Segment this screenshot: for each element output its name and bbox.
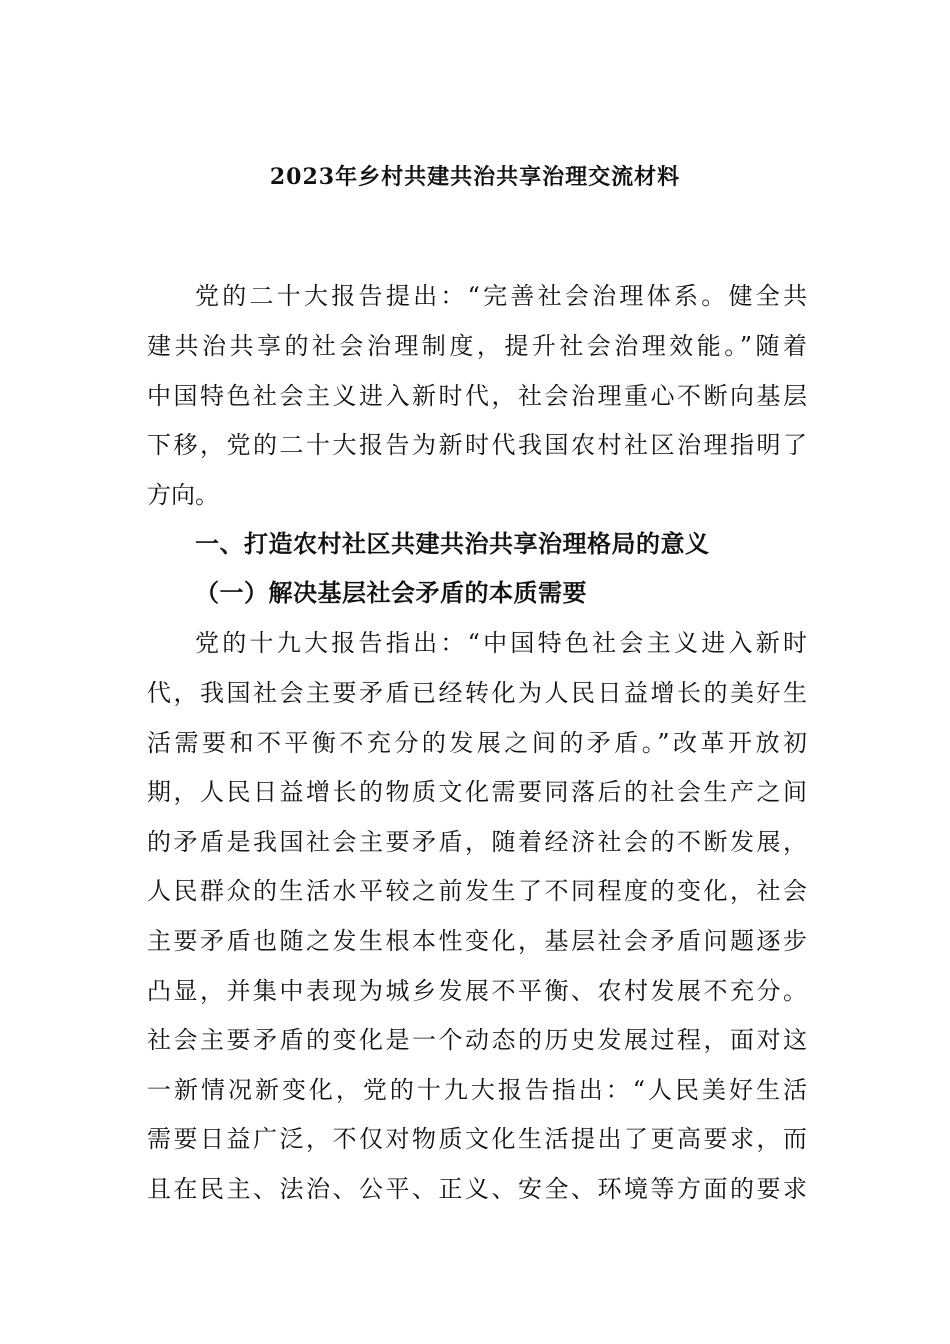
paragraph-line: 且在民主、法治、公平、正义、安全、环境等方面的要求 xyxy=(147,1175,807,1203)
paragraph-line: 党的二十大报告提出：“完善社会治理体系。健全共 xyxy=(195,282,807,310)
paragraph-line: 活需要和不平衡不充分的发展之间的矛盾。”改革开放初 xyxy=(147,729,807,757)
paragraph-line: 凸显，并集中表现为城乡发展不平衡、农村发展不充分。 xyxy=(147,977,807,1005)
paragraph-line: 主要矛盾也随之发生根本性变化，基层社会矛盾问题逐步 xyxy=(147,927,807,955)
paragraph-line: 需要日益广泛，不仅对物质文化生活提出了更高要求，而 xyxy=(147,1125,807,1153)
paragraph-line: 下移，党的二十大报告为新时代我国农村社区治理指明了 xyxy=(147,431,807,459)
paragraph-line: 社会主要矛盾的变化是一个动态的历史发展过程，面对这 xyxy=(147,1026,807,1054)
paragraph-line: 人民群众的生活水平较之前发生了不同程度的变化，社会 xyxy=(147,877,807,905)
paragraph-line: 中国特色社会主义进入新时代，社会治理重心不断向基层 xyxy=(147,382,807,410)
section-heading: 一、打造农村社区共建共治共享治理格局的意义 xyxy=(195,529,710,558)
paragraph-line: 的矛盾是我国社会主要矛盾，随着经济社会的不断发展， xyxy=(147,828,807,856)
paragraph-line: 一新情况新变化，党的十九大报告指出：“人民美好生活 xyxy=(147,1076,807,1104)
paragraph-line: 代，我国社会主要矛盾已经转化为人民日益增长的美好生 xyxy=(147,679,807,707)
document-title: 2023年乡村共建共治共享治理交流材料 xyxy=(269,164,681,190)
subsection-heading: （一）解决基层社会矛盾的本质需要 xyxy=(195,578,587,607)
paragraph-line: 方向。 xyxy=(147,481,219,509)
paragraph-line: 建共治共享的社会治理制度，提升社会治理效能。”随着 xyxy=(147,332,807,360)
paragraph-line: 期，人民日益增长的物质文化需要同落后的社会生产之间 xyxy=(147,778,807,806)
paragraph-line: 党的十九大报告指出：“中国特色社会主义进入新时 xyxy=(195,629,807,657)
